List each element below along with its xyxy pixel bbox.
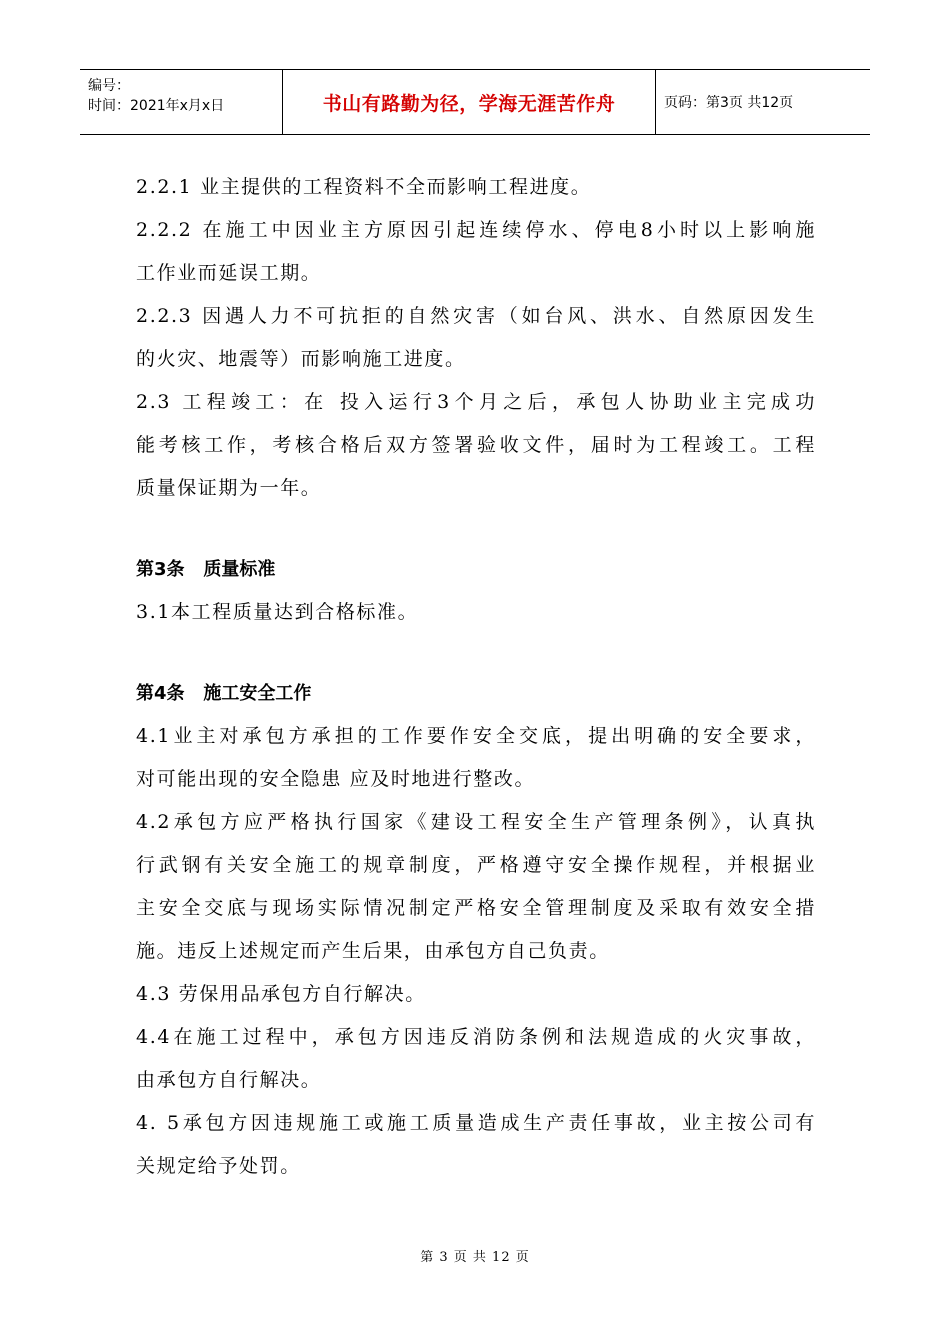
clause-4-2-line1: 4.2承包方应严格执行国家《建设工程安全生产管理条例》，认真执 [136, 811, 816, 833]
section-3-title: 第3条 质量标准 [136, 559, 276, 580]
clause-4-2-line3: 主安全交底与现场实际情况制定严格安全管理制度及采取有效安全措 [136, 897, 816, 919]
clause-4-4-line2: 由承包方自行解决。 [136, 1069, 322, 1091]
clause-2-2-3-line2: 的火灾、地震等）而影响施工进度。 [136, 348, 466, 370]
document-number-label: 编号： [88, 78, 130, 94]
clause-2-2-3-line1: 2.2.3 因遇人力不可抗拒的自然灾害（如台风、洪水、自然原因发生 [136, 305, 816, 327]
page-footer: 第 3 页 共 12 页 [420, 1250, 530, 1265]
clause-4-1-line1: 4.1业主对承包方承担的工作要作安全交底，提出明确的安全要求， [136, 725, 816, 747]
header-motto: 书山有路勤为径，学海无涯苦作舟 [322, 92, 616, 115]
clause-2-2-2-line1: 2.2.2 在施工中因业主方原因引起连续停水、停电8小时以上影响施 [136, 219, 816, 241]
document-body [136, 166, 816, 1188]
clause-2-3-line3: 质量保证期为一年。 [136, 477, 322, 499]
clause-4-2-line2: 行武钢有关安全施工的规章制度，严格遵守安全操作规程，并根据业 [136, 854, 816, 876]
header-page-info-cell [656, 70, 870, 134]
header-page-info: 页码：第3页 共12页 [664, 95, 794, 111]
document-time-label: 时间：2021年x月x日 [88, 98, 225, 114]
clause-4-4-line1: 4.4在施工过程中，承包方因违反消防条例和法规造成的火灾事故， [136, 1026, 816, 1048]
clause-4-5-line2: 关规定给予处罚。 [136, 1155, 301, 1177]
header-meta [80, 70, 283, 134]
clause-4-5-line1: 4. 5承包方因违规施工或施工质量造成生产责任事故，业主按公司有 [136, 1112, 816, 1134]
section-spacer [136, 634, 816, 672]
section-spacer [136, 510, 816, 548]
clause-4-2-line4: 施。违反上述规定而产生后果，由承包方自己负责。 [136, 940, 610, 962]
section-4-title: 第4条 施工安全工作 [136, 683, 312, 704]
clause-2-3-line1: 2.3 工程竣工：在 投入运行3个月之后，承包人协助业主完成功 [136, 391, 816, 413]
clause-4-1-line2: 对可能出现的安全隐患 应及时地进行整改。 [136, 768, 536, 790]
clause-2-3-line2: 能考核工作，考核合格后双方签署验收文件，届时为工程竣工。工程 [136, 434, 816, 456]
clause-2-2-1: 2.2.1 业主提供的工程资料不全而影响工程进度。 [136, 176, 592, 198]
clause-4-3: 4.3 劳保用品承包方自行解决。 [136, 983, 426, 1005]
clause-3-1: 3.1本工程质量达到合格标准。 [136, 601, 419, 623]
clause-2-2-2-line2: 工作业而延误工期。 [136, 262, 322, 284]
page-header [80, 69, 870, 135]
header-motto-cell [283, 70, 656, 134]
